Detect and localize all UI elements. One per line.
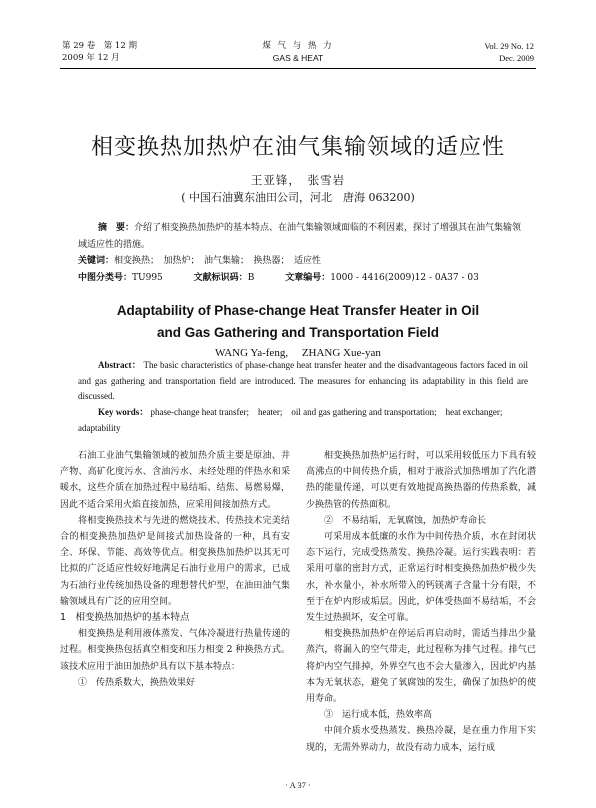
title-en-line2: and Gas Gathering and Transportation Field xyxy=(156,325,440,340)
keywords-cn-label: 关键词： xyxy=(78,256,115,266)
article-id-value: 1000 - 4416(2009)12 - 0A37 - 03 xyxy=(330,273,479,283)
clc-label: 中图分类号： xyxy=(78,273,133,283)
classification-line xyxy=(78,270,538,283)
abstract-cn-label: 摘 要： xyxy=(98,223,135,233)
paragraph: 相变换热加热炉在停运后再启动时，需适当排出少量蒸汽，将漏入的空气带走，此过程称为排气过程。排气已将炉内空气排掉，外界空气也不会大量渗入，因此炉内基本为无氧状态，避免了氧腐蚀的发生，确保了加热炉的使用寿命。 xyxy=(306,629,536,705)
article-id-label: 文章编号： xyxy=(285,273,331,283)
affiliation-cn: ( 中国石油冀东油田公司，河北 唐海 063200) xyxy=(181,191,415,204)
clc-value: TU995 xyxy=(132,273,163,283)
volume-en: Vol. 29 No. 12 xyxy=(484,41,534,51)
header-rule xyxy=(60,68,536,69)
section-heading: 1 相变换热加热炉的基本特点 xyxy=(60,612,190,624)
subheading: ① 传热系数大，换热效果好 xyxy=(78,677,196,688)
body-column-right xyxy=(306,448,536,756)
volume-issue: 第 29 卷 第 12 期 xyxy=(62,41,137,51)
keywords-en xyxy=(78,405,528,436)
paper-title-cn: 相变换热加热炉在油气集输领域的适应性 xyxy=(90,135,505,160)
keywords-en-text: phase-change heat transfer; heater; oil and gas gathering and transportation; heat exchanger; adaptability xyxy=(78,407,512,433)
doc-code-value: B xyxy=(247,273,255,283)
journal-name-cn: 煤 气 与 热 力 xyxy=(262,41,334,51)
paper-title-en xyxy=(0,300,596,344)
paragraph: 可采用成本低廉的水作为中间传热介质，水在封闭状态下运行，完成受热蒸发、换热冷凝。运行实践表明：若采用可靠的密封方式，正常运行时相变换热加热炉极少失水，补水量小，补水所带入的钙镁离子含量十分有限，不至于在炉内形成垢层。因此，炉体受热面不易结垢，不会发生过热损坏，安全可靠。 xyxy=(306,532,536,624)
paragraph: 石油工业油气集输领域的被加热介质主要是原油、井产物、高矿化度污水、含油污水、未经处理的伴热水和采暖水，这些介质在加热过程中易结垢、结焦、易燃易爆，因此不适合采用火焰直接加热，应采用间接加热方式。 xyxy=(60,451,290,510)
title-en-line1: Adaptability of Phase-change Heat Transfer Heater in Oil xyxy=(116,303,480,318)
subheading: ② 不易结垢，无氧腐蚀，加热炉寿命长 xyxy=(324,515,487,526)
keywords-cn-text: 相变换热； 加热炉； 油气集输； 换热器； 适应性 xyxy=(114,256,322,266)
subheading: ③ 运行成本低，热效率高 xyxy=(324,710,433,721)
paragraph: 中间介质水受热蒸发、换热冷凝，是在重力作用下实现的，无需外界动力，故没有动力成本，运行成 xyxy=(306,726,536,753)
authors-cn: 王亚锋， 张雪岩 xyxy=(250,173,346,187)
body-column-left xyxy=(60,448,290,691)
paragraph: 相变换热是利用液体蒸发、气体冷凝进行热量传递的过程。相变换热包括真空相变和压力相变 2 种换热方式。该技术应用于油田加热炉具有以下基本特点： xyxy=(60,629,290,672)
paragraph: 相变换热加热炉运行时，可以采用较低压力下具有较高沸点的中间传热介质，相对于液浴式加热增加了汽化潜热的能量传递，可以更有效地提高换热器的传热系数，减少换热管的传热面积。 xyxy=(306,451,536,510)
abstract-en-label: Abstract： xyxy=(98,360,142,370)
paragraph: 将相变换热技术与先进的燃烧技术、传热技术完美结合的相变换热加热炉是间接式加热设备的一种，具有安全、环保、节能、高效等优点。相变换热加热炉以其无可比拟的广泛适应性较好地满足石油行业用户的需求，已成为石油行业传统加热设备的理想替代炉型，在油田油气集输领域具有广泛的应用空间。 xyxy=(60,515,290,607)
doc-code-label: 文献标识码： xyxy=(193,273,248,283)
journal-name-en: GAS & HEAT xyxy=(272,53,324,63)
keywords-cn xyxy=(78,253,528,266)
issue-date-cn: 2009 年 12 月 xyxy=(62,53,120,63)
abstract-cn-text: 介绍了相变换热加热炉的基本特点、在油气集输领域面临的不利因素，探讨了增强其在油气集输领域适应性的措施。 xyxy=(78,223,522,250)
abstract-en-text: The basic characteristics of phase-change heat transfer heater and the disadvantageous factors faced in oil and gas gathering and transportation field are introduced. The measures for enhancing its adaptability in this field are discussed. xyxy=(78,360,528,401)
keywords-en-label: Key words： xyxy=(98,407,149,417)
issue-date-en: Dec. 2009 xyxy=(499,53,534,63)
abstract-en xyxy=(78,358,528,405)
journal-volume-en xyxy=(484,40,534,64)
abstract-cn xyxy=(78,220,528,254)
authors-en: WANG Ya-feng, ZHANG Xue-yan xyxy=(215,347,381,359)
page-number: · A 37 · xyxy=(285,780,311,790)
